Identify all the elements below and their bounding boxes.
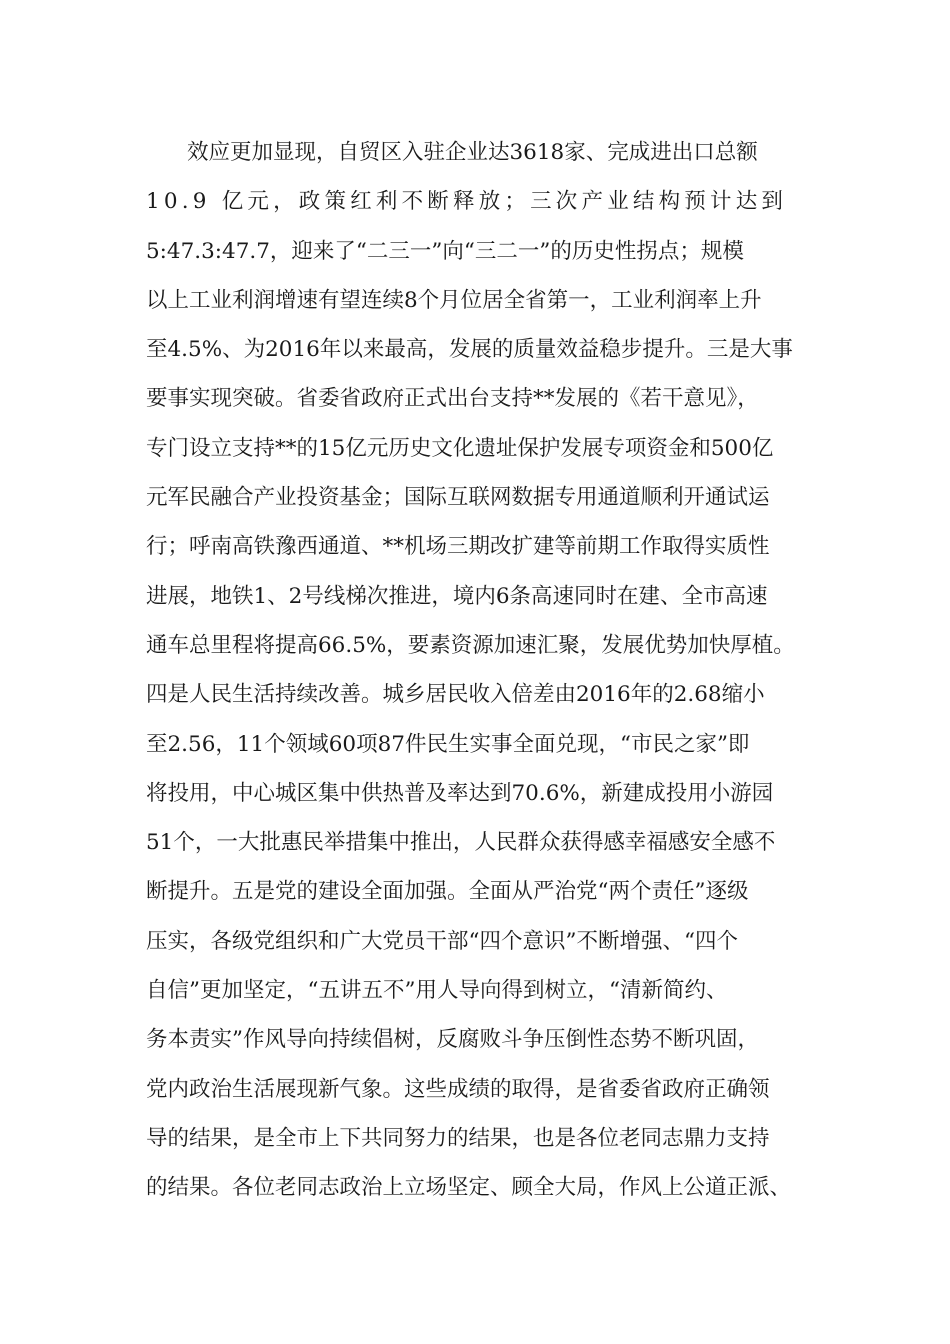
text-line: 至2.56，11个领域60项87件民生实事全面兑现，“市民之家”即	[146, 731, 750, 757]
text-line: 将投用，中心城区集中供热普及率达到70.6%，新建成投用小游园	[146, 780, 774, 806]
text-line: 党内政治生活展现新气象。这些成绩的取得，是省委省政府正确领	[146, 1076, 770, 1102]
text-line: 自信”更加坚定，“五讲五不”用人导向得到树立，“清新简约、	[146, 978, 728, 1004]
text-line: 5:47.3:47.7，迎来了“二三一”向“三二一”的历史性拐点；规模	[146, 238, 744, 264]
text-line: 专门设立支持**的15亿元历史文化遗址保护发展专项资金和500亿	[146, 435, 774, 461]
text-line: 行；呼南高铁豫西通道、**机场三期改扩建等前期工作取得实质性	[146, 534, 770, 560]
text-line: 至4.5%、为2016年以来最高，发展的质量效益稳步提升。三是大事	[146, 337, 793, 363]
text-line: 要事实现突破。省委省政府正式出台支持**发展的《若干意见》，	[146, 386, 759, 412]
text-line: 断提升。五是党的建设全面加强。全面从严治党“两个责任”逐级	[146, 879, 749, 905]
text-line: 效应更加显现，自贸区入驻企业达3618家、完成进出口总额	[187, 140, 758, 165]
text-line: 四是人民生活持续改善。城乡居民收入倍差由2016年的2.68缩小	[146, 682, 765, 708]
text-line: 51个，一大批惠民举措集中推出，人民群众获得感幸福感安全感不	[146, 830, 776, 856]
body-paragraph	[146, 128, 826, 1213]
text-line: 压实，各级党组织和广大党员干部“四个意识”不断增强、“四个	[146, 928, 738, 954]
text-line: 的结果。各位老同志政治上立场坚定、顾全大局，作风上公道正派、	[146, 1175, 792, 1201]
text-line: 进展，地铁1、2号线梯次推进，境内6条高速同时在建、全市高速	[146, 583, 768, 609]
text-line: 通车总里程将提高66.5%，要素资源加速汇聚，发展优势加快厚植。	[146, 632, 795, 658]
text-line: 导的结果，是全市上下共同努力的结果，也是各位老同志鼎力支持	[146, 1125, 770, 1151]
text-line: 10.9 亿元，政策红利不断释放；三次产业结构预计达到	[146, 189, 788, 215]
text-line: 务本责实”作风导向持续倡树，反腐败斗争压倒性态势不断巩固，	[146, 1027, 759, 1053]
text-line: 元军民融合产业投资基金；国际互联网数据专用通道顺利开通试运	[146, 485, 770, 511]
text-line: 以上工业利润增速有望连续8个月位居全省第一，工业利润率上升	[146, 287, 762, 313]
